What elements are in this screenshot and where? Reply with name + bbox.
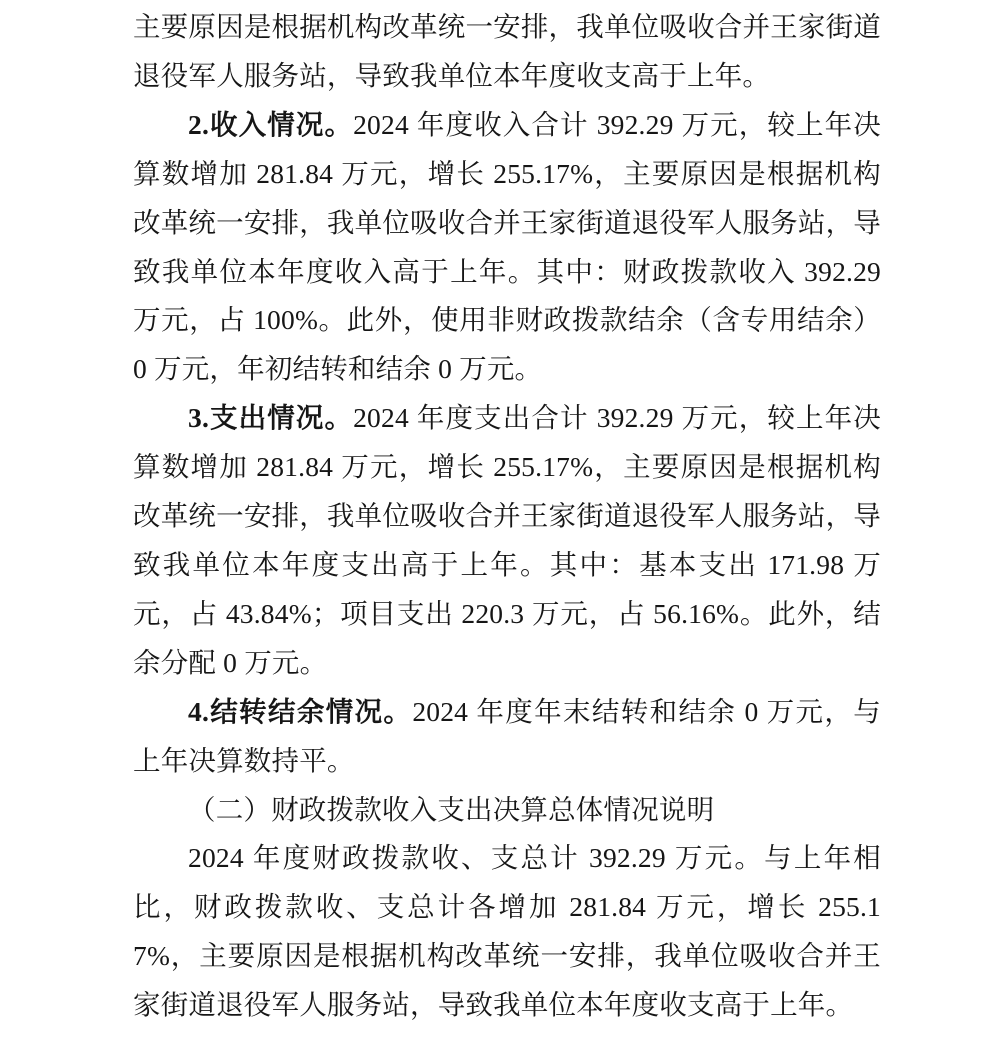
paragraph-text: 2024 年度支出合计 392.29 万元，较上年决算数增加 281.84 万元，增长 255.17%，主要原因是根据机构改革统一安排，我单位吸收合并王家街道退役军人服务站，导致我单位本年度支出高于上年。其中：基本支出 171.98 万元，占 43.84%；项目支出 220.3 万元，占 56.16%。此外，结余分配 0 万元。 [133, 402, 881, 678]
section-heading-fiscal-appropriation [133, 786, 881, 835]
paragraph-carryover-balance [133, 688, 881, 786]
document-body [133, 3, 881, 1030]
paragraph-lead-expenditure: 3.支出情况。 [188, 402, 354, 434]
paragraph-lead-carryover: 4.结转结余情况。 [188, 695, 413, 727]
paragraph-expenditure-overview [133, 394, 881, 687]
paragraph-income-overview [133, 101, 881, 394]
paragraph-lead-income: 2.收入情况。 [188, 108, 354, 140]
paragraph-continued [133, 3, 881, 101]
paragraph-text: 2024 年度收入合计 392.29 万元，较上年决算数增加 281.84 万元，增长 255.17%，主要原因是根据机构改革统一安排，我单位吸收合并王家街道退役军人服务站，导致我单位本年度收入高于上年。其中：财政拨款收入 392.29 万元，占 100%。此外，使用非财政拨款结余（含专用结余）0 万元，年初结转和结余 0 万元。 [133, 108, 881, 385]
paragraph-text: 2024 年度年末结转和结余 0 万元，与上年决算数持平。 [133, 695, 881, 776]
section-heading-text: （二）财政拨款收入支出决算总体情况说明 [188, 793, 715, 825]
paragraph-fiscal-appropriation-overview [133, 834, 881, 1030]
paragraph-text: 2024 年度财政拨款收、支总计 392.29 万元。与上年相比，财政拨款收、支总计各增加 281.84 万元，增长 255.17%，主要原因是根据机构改革统一安排，我单位吸收合并王家街道退役军人服务站，导致我单位本年度收支高于上年。 [133, 842, 881, 1021]
paragraph-text: 主要原因是根据机构改革统一安排，我单位吸收合并王家街道退役军人服务站，导致我单位本年度收支高于上年。 [133, 11, 881, 91]
